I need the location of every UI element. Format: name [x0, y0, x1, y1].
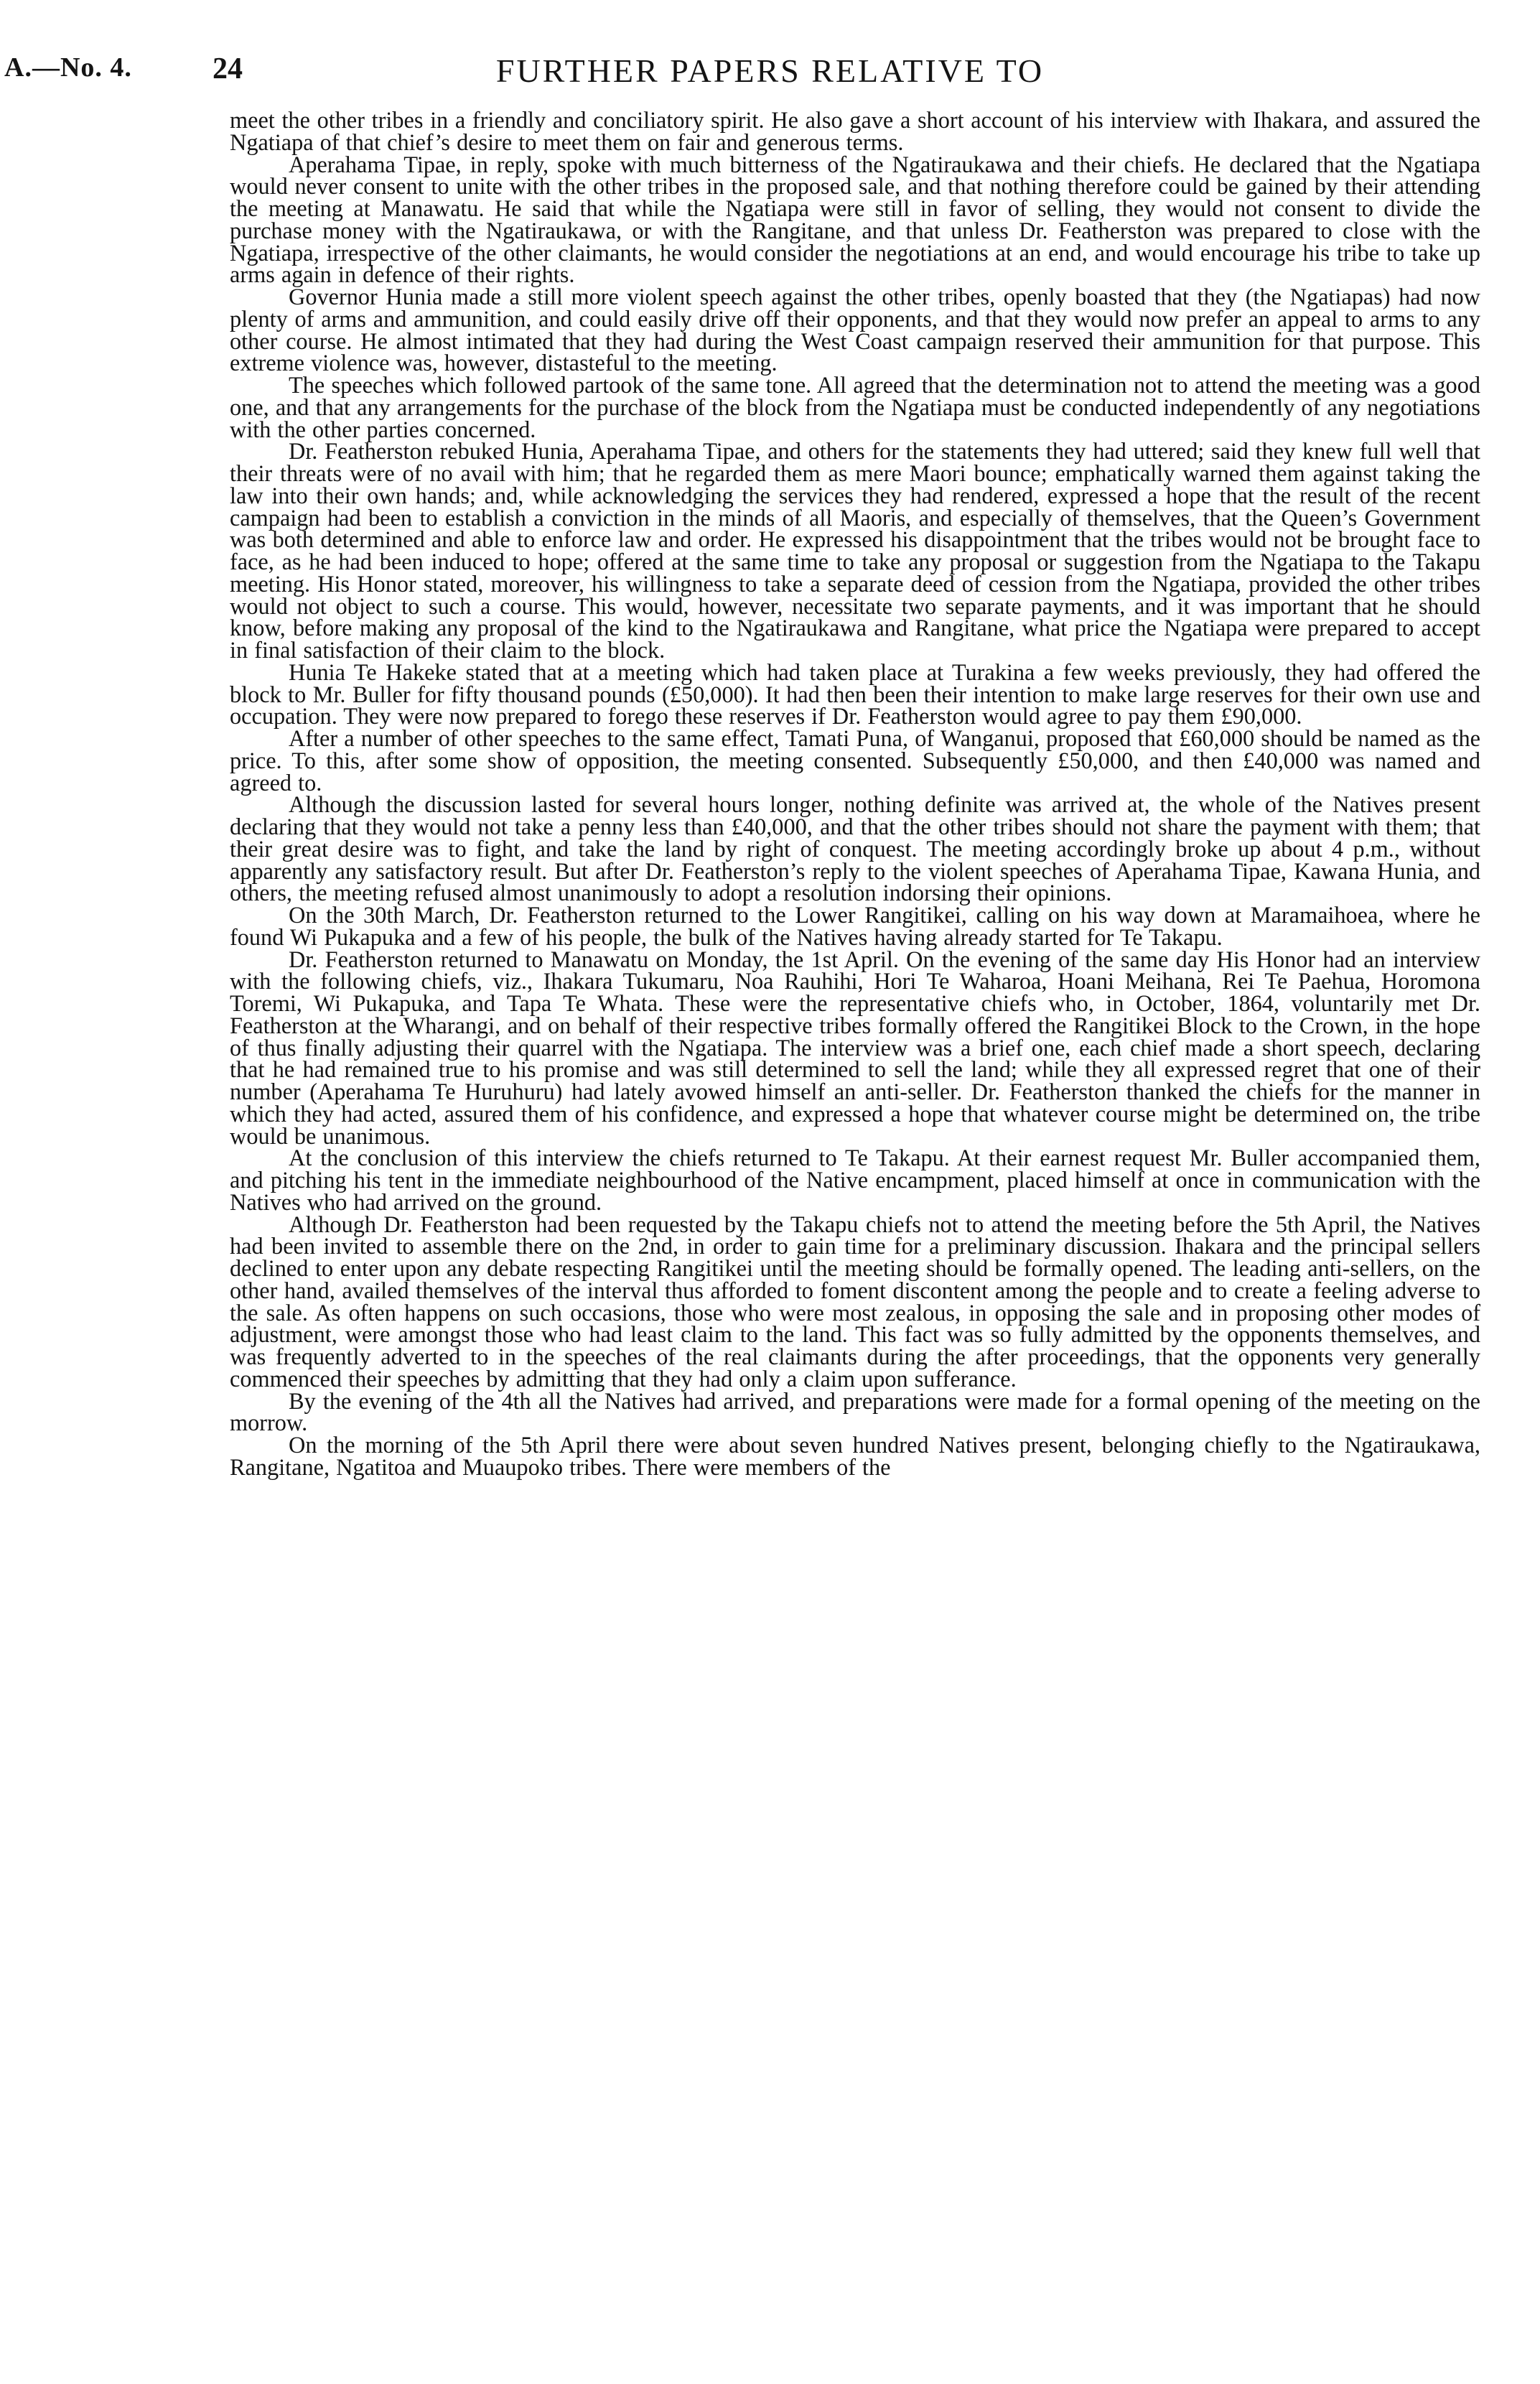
paragraph: Dr. Featherston returned to Manawatu on Monday, the 1st April. On the evening of the same day His Honor had an interview with the following chiefs, viz., Ihakara Tukumaru, Noa Rauhihi, Hori Te Waharoa, Hoani Meihana, Rei Te Paehua, Horomona Toremi, Wi Pukapuka, and Tapa Te Whata. These were the representative chiefs who, in October, 1864, voluntarily met Dr. Featherston at the Wharangi, and on behalf of their respective tribes formally offered the Rangitikei Block to the Crown, in the hope of thus finally adjusting their quarrel with the Ngatiapa. The interview was a brief one, each chief made a short speech, declaring that he had remained true to his promise and was still determined to sell the land; while they all expressed regret that one of their number (Aperahama Te Huruhuru) had lately avowed himself an anti-seller. Dr. Featherston thanked the chiefs for the manner in which they had acted, assured them of his confidence, and expressed a hope that whatever course might be determined on, the tribe would be unanimous.: [230, 946, 1480, 1149]
paragraph: Although the discussion lasted for several hours longer, nothing definite was arrived at, the whole of the Natives present declaring that they would not take a penny less than £40,000, and that the other tribes should not share the payment with them; that their great desire was to fight, and take the land by right of conquest. The meeting accordingly broke up about 4 p.m., without apparently any satisfactory result. But after Dr. Featherston’s reply to the violent speeches of Aperahama Tipae, Kawana Hunia, and others, the meeting refused almost unanimously to adopt a resolution indorsing their opinions.: [230, 791, 1480, 906]
paragraph: Although Dr. Featherston had been requested by the Takapu chiefs not to attend the meeting before the 5th April, the Natives had been invited to assemble there on the 2nd, in order to gain time for a preliminary discussion. Ihakara and the principal sellers declined to enter upon any debate respecting Rangitikei until the meeting should be formally opened. The leading anti-sellers, on the other hand, availed themselves of the interval thus afforded to foment discontent among the people and to create a feeling adverse to the sale. As often happens on such occasions, those who were most zealous, in opposing the sale and in proposing other modes of adjustment, were amongst those who had least claim to the land. This fact was so fully admitted by the opponents themselves, and was frequently adverted to in the speeches of the real claimants during the after proceedings, that the opponents very generally commenced their speeches by admitting that they had only a claim upon sufferance.: [230, 1211, 1480, 1392]
paragraph: Hunia Te Hakeke stated that at a meeting which had taken place at Turakina a few weeks previously, they had offered the block to Mr. Buller for fifty thousand pounds (£50,000). It had then been their intention to make large reserves for their own use and occupation. They were now prepared to forego these reserves if Dr. Featherston would agree to pay them £90,000.: [230, 658, 1480, 730]
paragraph: meet the other tribes in a friendly and conciliatory spirit. He also gave a short account of his interview with Ihakara, and assured the Ngatiapa of that chief’s desire to meet them on fair and generous terms.: [230, 107, 1480, 155]
paragraph: The speeches which followed partook of the same tone. All agreed that the determination not to attend the meeting was a good one, and that any arrangements for the purchase of the block from the Ngatiapa must be conducted independently of any negotiations with the other parties concerned.: [230, 372, 1480, 442]
paragraph: Governor Hunia made a still more violent speech against the other tribes, openly boasted that they (the Ngatiapas) had now plenty of arms and ammunition, and could easily drive off their opponents, and that they would now prefer an appeal to arms to any other course. He almost intimated that they had during the West Coast campaign reserved their ammunition for that purpose. This extreme violence was, however, distasteful to the meeting.: [230, 284, 1480, 376]
page-number: 24: [213, 52, 243, 85]
paragraph: On the 30th March, Dr. Featherston returned to the Lower Rangitikei, calling on his way down at Maramaihoea, where he found Wi Pukapuka and a few of his people, the bulk of the Natives having already started for Te Takapu.: [230, 902, 1480, 950]
body-text: [230, 109, 1480, 1479]
paragraph: On the morning of the 5th April there were about seven hundred Natives present, belonging chiefly to the Ngatiraukawa, Rangitane, Ngatitoa and Muaupoko tribes. There were members of the: [230, 1432, 1480, 1480]
paragraph: Aperahama Tipae, in reply, spoke with much bitterness of the Ngatiraukawa and their chiefs. He declared that the Ngatiapa would never consent to unite with the other tribes in the proposed sale, and that nothing therefore could be gained by their attending the meeting at Manawatu. He said that while the Ngatiapa were still in favor of selling, they would not consent to divide the purchase money with the Ngatiraukawa, or with the Rangitane, and that unless Dr. Featherston was prepared to close with the Ngatiapa, irrespective of the other claimants, he would consider the negotiations at an end, and would encourage his tribe to take up arms again in defence of their rights.: [230, 151, 1480, 288]
paragraph: After a number of other speeches to the same effect, Tamati Puna, of Wanganui, proposed that £60,000 should be named as the price. To this, after some show of opposition, the meeting consented. Subsequently £50,000, and then £40,000 was named and agreed to.: [230, 725, 1480, 796]
paragraph: At the conclusion of this interview the chiefs returned to Te Takapu. At their earnest request Mr. Buller accompanied them, and pitching his tent in the immediate neighbourhood of the Native encampment, placed himself at once in communication with the Natives who had arrived on the ground.: [230, 1145, 1480, 1215]
paragraph: Dr. Featherston rebuked Hunia, Aperahama Tipae, and others for the statements they had uttered; said they knew full well that their threats were of no avail with him; that he regarded them as mere Maori bounce; emphatically warned them against taking the law into their own hands; and, while acknowledging the services they had rendered, expressed a hope that the result of the recent campaign had been to establish a conviction in the minds of all Maoris, and especially of themselves, that the Queen’s Government was both determined and able to enforce law and order. He expressed his disappointment that the tribes would not be brought face to face, as he had been induced to hope; offered at the same time to take any proposal or suggestion from the Ngatiapa to the Takapu meeting. His Honor stated, moreover, his willingness to take a separate deed of cession from the Ngatiapa, provided the other tribes would not object to such a course. This would, however, necessitate two separate payments, and it was important that he should know, before making any proposal of the kind to the Ngatiraukawa and Rangitane, what price the Ngatiapa were prepared to accept in final satisfaction of their claim to the block.: [230, 438, 1480, 663]
running-title: FURTHER PAPERS RELATIVE TO: [495, 52, 1045, 89]
page-header: [0, 52, 1540, 95]
document-reference: A.—No. 4.: [4, 52, 132, 83]
paragraph: By the evening of the 4th all the Natives had arrived, and preparations were made for a formal opening of the meeting on the morrow.: [230, 1387, 1480, 1436]
